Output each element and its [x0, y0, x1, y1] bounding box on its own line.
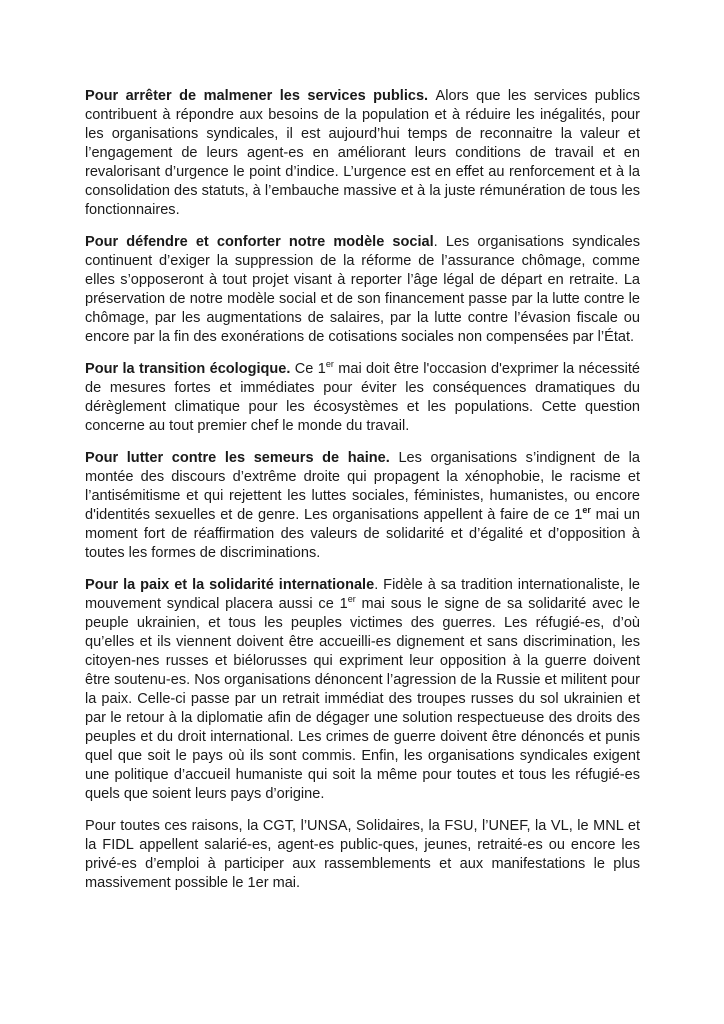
document-body	[85, 87, 640, 893]
paragraph-text: mai doit être l'occasion d'exprimer la nécessité de mesures fortes et immédiates pour éviter les conséquences dramatiques du dérèglement climatique pour les écosystèmes et les populations. Cette question concerne au tout premier chef le monde du travail.	[85, 361, 640, 434]
paragraph	[85, 360, 640, 436]
paragraph-text: mai un moment fort de réaffirmation des valeurs de solidarité et d’égalité et d’opposition à toutes les formes de discriminations.	[85, 507, 640, 561]
paragraph-text: Alors que les services publics contribuent à répondre aux besoins de la population et à réduire les inégalités, pour les organisations syndicales, il est aujourd’hui temps de reconnaitre la valeur et l’engagement de leurs agent-es en améliorant leurs conditions de travail et en revalorisant d’urgence le point d’indice. L’urgence est en effet au renforcement et à la consolidation des statuts, à l’embauche massive et à la juste rémunération de tous les fonctionnaires.	[85, 88, 640, 218]
paragraph	[85, 817, 640, 893]
superscript-ordinal: er	[325, 359, 334, 370]
superscript-ordinal: er	[347, 594, 356, 605]
paragraph-lead: Pour arrêter de malmener les services publics.	[85, 88, 436, 104]
paragraph-text: Pour toutes ces raisons, la CGT, l’UNSA, Solidaires, la FSU, l’UNEF, la VL, le MNL et la FIDL appellent salarié-es, agent-es public-ques, jeunes, retraité-es ou encore les privé-es d’emploi à participer aux rassemblements et aux manifestations le plus massivement possible le 1er mai.	[85, 818, 640, 891]
paragraph-lead: Pour lutter contre les semeurs de haine.	[85, 450, 399, 466]
paragraph	[85, 233, 640, 347]
paragraph-text: mai sous le signe de sa solidarité avec le peuple ukrainien, et tous les peuples victimes des guerres. Les réfugié-es, d’où qu’elles et ils viennent doivent être accueilli-es dignement et sans discrimination, les citoyen-nes russes et biélorusses qui expriment leur opposition à la guerre doivent être soutenu-es. Nos organisations dénoncent l’agression de la Russie et militent pour la paix. Celle-ci passe par un retrait immédiat des troupes russes du sol ukrainien et par le retour à la diplomatie afin de dégager une solution respectueuse des droits des peuples et du droit international. Les crimes de guerre doivent être dénoncés et punis quel que soit le pays où ils sont commis. Enfin, les organisations syndicales exigent une politique d’accueil humaniste qui soit la même pour toutes et tous les réfugié-es quels que soient leurs pays d’origine.	[85, 596, 640, 802]
paragraph-lead: Pour défendre et conforter notre modèle social	[85, 234, 434, 250]
superscript-ordinal: er	[582, 505, 591, 516]
paragraph-text: Ce 1	[294, 361, 326, 377]
paragraph-lead: Pour la transition écologique.	[85, 361, 295, 377]
paragraph-text: Les organisations s’indignent de la montée des discours d’extrême droite qui propagent la xénophobie, le racisme et l’antisémitisme et qui rejettent les luttes sociales, féministes, humanistes, ou encore d'identités sexuelles et de genre. Les organisations appellent à faire de ce 1	[85, 450, 640, 523]
paragraph-lead: Pour la paix et la solidarité internationale	[85, 577, 375, 593]
paragraph	[85, 449, 640, 563]
paragraph	[85, 576, 640, 804]
paragraph	[85, 87, 640, 220]
paragraph-text: . Les organisations syndicales continuent d’exiger la suppression de la réforme de l’assurance chômage, comme elles s’opposeront à tout projet visant à reporter l’âge légal de départ en retraite. La préservation de notre modèle social et de son financement passe par la lutte contre le chômage, par les augmentations de salaires, par la lutte contre l’évasion fiscale ou encore par la fin des exonérations de cotisations sociales non compensées par l’État.	[85, 234, 640, 345]
paragraph-text: . Fidèle à sa tradition internationaliste, le mouvement syndical placera aussi ce 1	[85, 577, 640, 612]
